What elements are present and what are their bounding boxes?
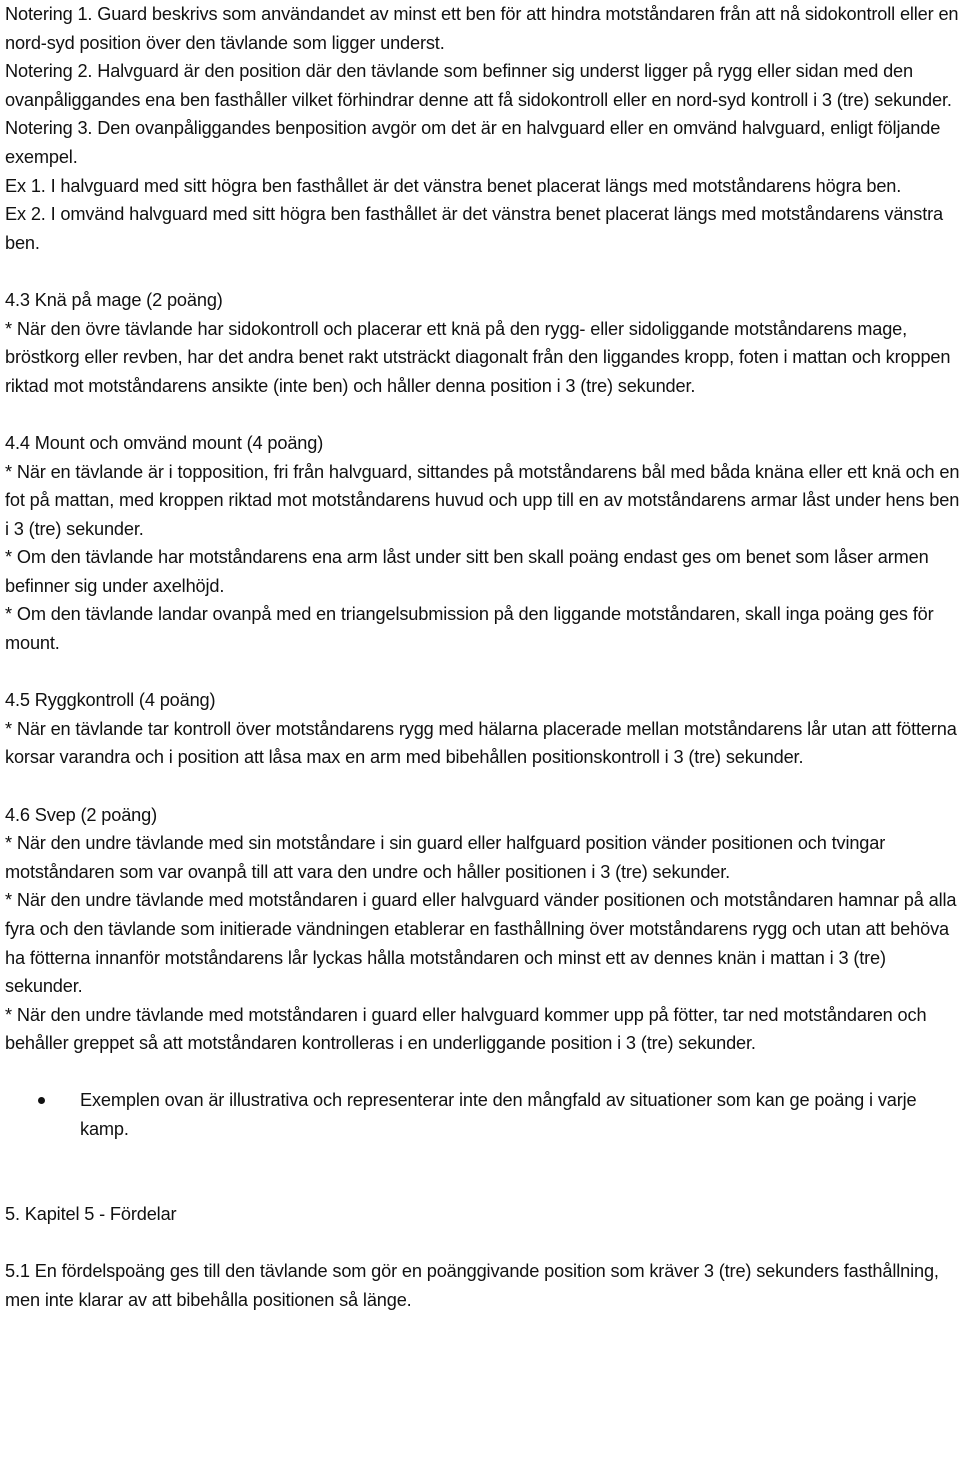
- section-paragraph: * När den undre tävlande med sin motståndare i sin guard eller halfguard position vänder positionen och tvingar motståndaren som var ovanpå till att vara den undre och håller positionen i 3 (tre) sekunder.: [5, 833, 886, 882]
- section-paragraph: * När en tävlande tar kontroll över motståndarens rygg med hälarna placerade mellan motståndarens lår utan att fötterna korsar varandra och i position att låsa max en arm med bibehållen positionskontroll i 3 (tre) sekunder.: [5, 718, 957, 768]
- bullet-list-item: [5, 1086, 960, 1143]
- section-heading: 4.4 Mount och omvänd mount (4 poäng): [5, 432, 324, 453]
- section-paragraph: * Om den tävlande landar ovanpå med en triangelsubmission på den liggande motståndaren, skall inga poäng ges för mount.: [5, 604, 934, 654]
- section-paragraph: * När den övre tävlande har sidokontroll och placerar ett knä på den rygg- eller sidoliggande motståndarens mage, bröstkorg eller revben, har det andra benet rakt utsträckt diagonalt från den liggandes kropp, foten i mattan och kroppen riktad mot motståndarens ansikte (inte ben) och håller denna position i 3 (tre) sekunder.: [5, 318, 951, 396]
- spacer: [5, 658, 960, 687]
- section-paragraph: * När den undre tävlande med motståndaren i guard eller halvguard kommer upp på fötter, tar ned motståndaren och behåller greppet så att motståndaren kontrolleras i en underliggande position i 3 (tre) sekunder.: [5, 1004, 927, 1054]
- spacer: [5, 257, 960, 286]
- bullet-dot-icon: [5, 1086, 80, 1115]
- document-page: [5, 0, 960, 1315]
- section-4-6: [5, 801, 960, 1058]
- section-4-5: [5, 686, 960, 772]
- section-paragraph: * När en tävlande är i topposition, fri från halvguard, sittandes på motståndarens bål med båda knäna eller ett knä och en fot på mattan, med kroppen riktad mot motståndarens huvud och upp till en av motståndarens armar låst under hens ben i 3 (tre) sekunder.: [5, 461, 960, 539]
- section-heading: 4.6 Svep (2 poäng): [5, 804, 158, 825]
- section-paragraph: * Om den tävlande har motståndarens ena arm låst under sitt ben skall poäng endast ges om benet som låser armen befinner sig under axelhöjd.: [5, 547, 929, 596]
- example-1: Ex 1. I halvguard med sitt högra ben fasthållet är det vänstra benet placerat längs med motståndarens högra ben.: [5, 175, 902, 196]
- section-heading: 4.5 Ryggkontroll (4 poäng): [5, 690, 216, 711]
- section-heading: 4.3 Knä på mage (2 poäng): [5, 289, 223, 310]
- bullet-text: Exemplen ovan är illustrativa och representerar inte den mångfald av situationer som kan ge poäng i varje kamp.: [80, 1089, 917, 1139]
- spacer: [5, 772, 960, 801]
- spacer: [5, 400, 960, 429]
- section-4-4: [5, 429, 960, 658]
- note-1: Notering 1. Guard beskrivs som användandet av minst ett ben för att hindra motståndaren från att nå sidokontroll eller en nord-syd position över den tävlande som ligger underst.: [5, 4, 959, 53]
- note-2: Notering 2. Halvguard är den position där den tävlande som befinner sig underst ligger på rygg eller sidan med den ovanpåliggandes ena ben fasthåller vilket förhindrar denne att få sidokontroll eller en nord-syd kontroll i 3 (tre) sekunder.: [5, 61, 952, 110]
- section-5-1: 5.1 En fördelspoäng ges till den tävlande som gör en poänggivande position som kräver 3 (tre) sekunders fasthållning, men inte klarar av att bibehålla positionen så länge.: [5, 1261, 939, 1310]
- chapter-heading: 5. Kapitel 5 - Fördelar: [5, 1204, 177, 1225]
- spacer: [5, 1229, 960, 1258]
- section-4-3: [5, 286, 960, 400]
- note-3: Notering 3. Den ovanpåliggandes benposition avgör om det är en halvguard eller en omvänd halvguard, enligt följande exempel.: [5, 118, 941, 167]
- section-paragraph: * När den undre tävlande med motståndaren i guard eller halvguard vänder positionen och motståndaren hamnar på alla fyra och den tävlande som initierade vändningen etablerar en fasthållning över motståndarens rygg och utan att behöva ha fötterna innanför motståndarens lår lyckas hålla motståndaren och minst ett av dennes knän i mattan i 3 (tre) sekunder.: [5, 890, 957, 997]
- notes-block: [5, 0, 960, 257]
- example-2: Ex 2. I omvänd halvguard med sitt högra ben fasthållet är det vänstra benet placerat längs med motståndarens vänstra ben.: [5, 204, 943, 253]
